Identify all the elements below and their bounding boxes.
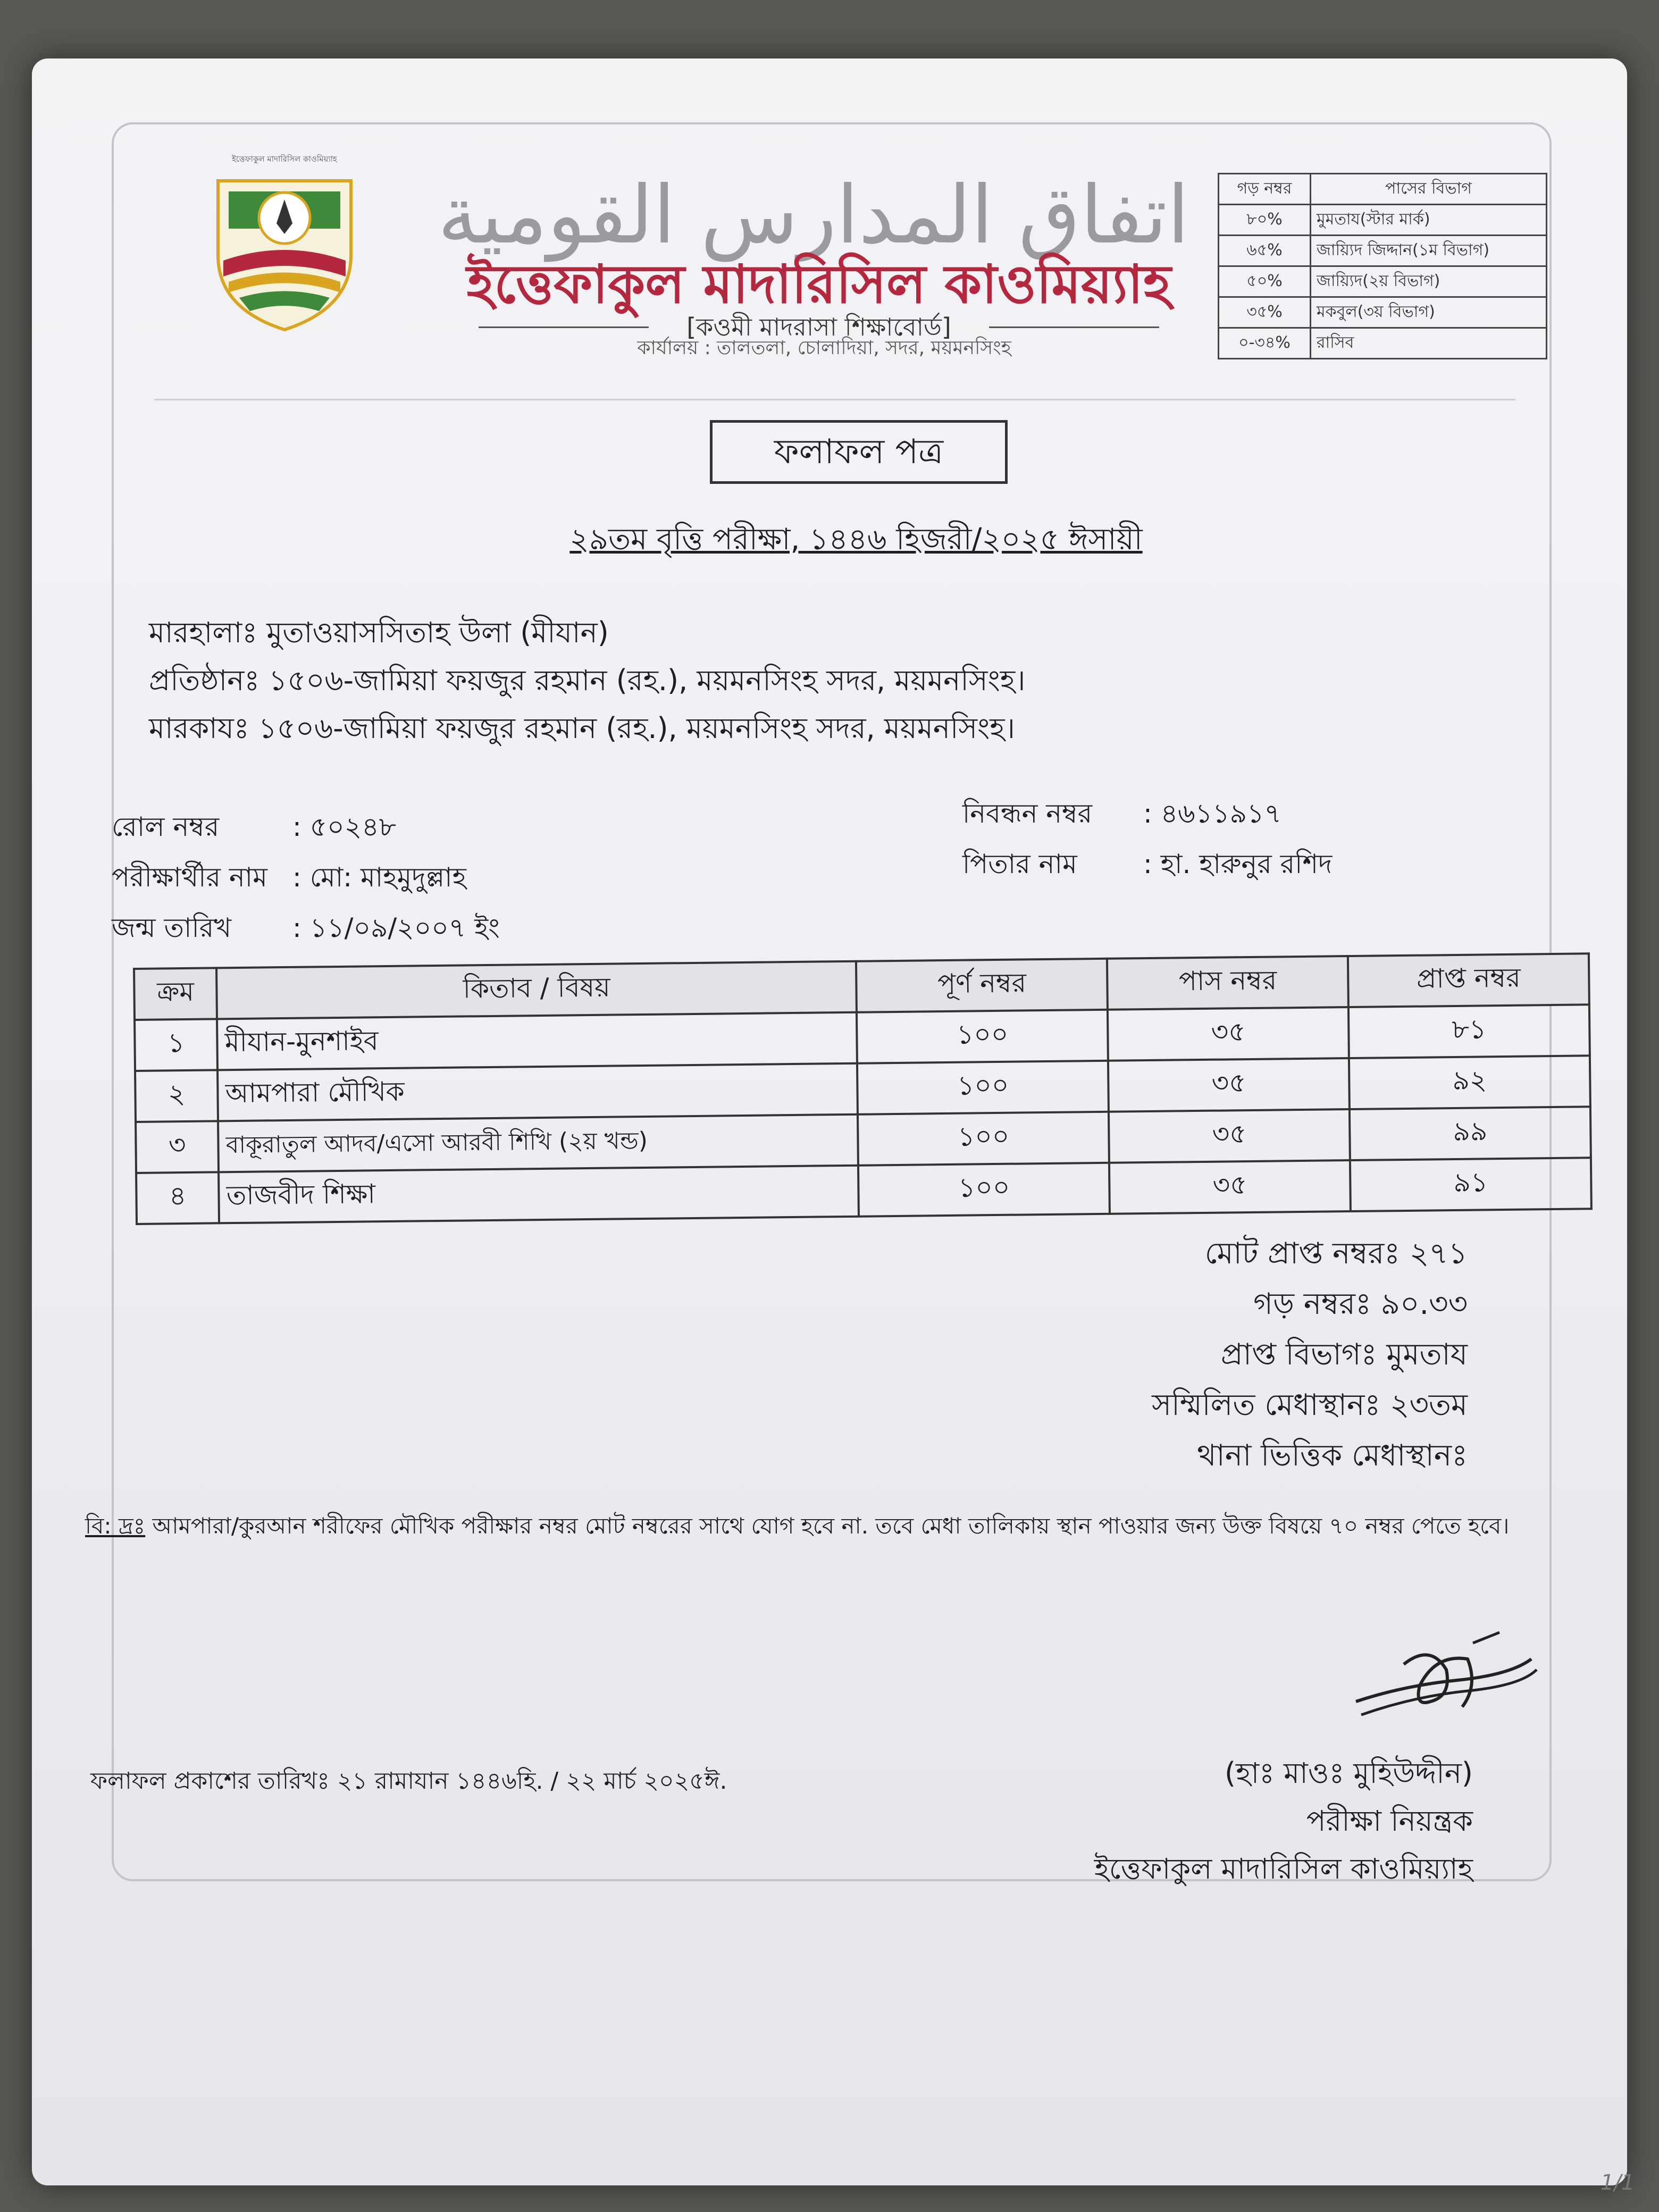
row-serial: ২ (135, 1070, 218, 1122)
roll-row (112, 808, 643, 845)
grade-row (1219, 266, 1547, 297)
institution-line: প্রতিষ্ঠানঃ ১৫০৬-জামিয়া ফয়জুর রহমান (রহ.), ময়মনসিংহ সদর, ময়মনসিংহ। (149, 664, 1026, 697)
row-subject: বাকূরাতুল আদব/এসো আরবী শিখি (২য় খন্ড) (218, 1115, 858, 1172)
dob-value: : ১১/০৯/২০০৭ ইং (292, 912, 500, 943)
col-obtained-marks: প্রাপ্ত নম্বর (1348, 953, 1589, 1007)
header-separator (154, 399, 1515, 400)
average-marks: গড় নম্বরঃ ৯০.৩৩ (1253, 1287, 1468, 1321)
col-serial: ক্রম (134, 968, 217, 1020)
page-number: 1/1 (1601, 2171, 1635, 2195)
grade-row (1219, 328, 1547, 359)
row-subject: আমপারা মৌখিক (217, 1063, 858, 1121)
row-full-marks: ১০০ (857, 1061, 1109, 1115)
row-pass-marks: ৩৫ (1109, 1109, 1350, 1163)
registration-label: নিবন্ধন নম্বর (962, 798, 1093, 829)
subtitle-rule-left (479, 326, 649, 328)
document-title: ফলাফল পত্র (710, 420, 1008, 484)
grade-division: মকবুল(৩য় বিভাগ) (1311, 297, 1547, 328)
row-full-marks: ১০০ (858, 1112, 1109, 1166)
col-full-marks: পূর্ণ নম্বর (856, 959, 1108, 1012)
combined-merit-position: সম্মিলিত মেধাস্থানঃ ২৩তম (1152, 1388, 1468, 1422)
controller-signature (1340, 1622, 1542, 1739)
obtained-division: প্রাপ্ত বিভাগঃ মুমতায (1220, 1337, 1468, 1372)
grade-scale-header (1219, 174, 1547, 205)
father-name-value: : হা. হারুনুর রশিদ (1143, 849, 1333, 879)
student-name-label: পরীক্ষার্থীর নাম (112, 862, 267, 893)
row-serial: ৪ (136, 1172, 219, 1224)
dob-row (112, 909, 643, 946)
signatory-title: পরীক্ষা নিয়ন্ত্রক (1306, 1804, 1473, 1838)
grade-division: জায়্যিদ(২য় বিভাগ) (1311, 266, 1547, 297)
father-name-label: পিতার নাম (962, 849, 1077, 879)
col-pass-marks: পাস নম্বর (1107, 956, 1348, 1010)
roll-value: : ৫০২৪৮ (292, 811, 397, 842)
grade-pct: ০-৩৪% (1219, 328, 1311, 359)
row-pass-marks: ৩৫ (1108, 1058, 1350, 1112)
row-full-marks: ১০০ (857, 1010, 1108, 1063)
col-subject: কিতাব / বিষয় (216, 961, 857, 1019)
row-subject: তাজবীদ শিক্ষা (219, 1166, 859, 1224)
grade-division: জায়্যিদ জিদ্দান(১ম বিভাগ) (1311, 236, 1547, 266)
grade-pct: ৬৫% (1219, 236, 1311, 266)
thana-merit-position: থানা ভিত্তিক মেধাস্থানঃ (1197, 1438, 1468, 1473)
marks-table (133, 952, 1593, 1225)
grade-header-division: পাসের বিভাগ (1311, 174, 1547, 205)
logo-caption: ইত্তেফাকুল মাদারিসিল কাওমিয়্যাহ (232, 154, 337, 164)
subtitle-rule-right (989, 326, 1159, 328)
grade-pct: ৫০% (1219, 266, 1311, 297)
grade-division: মুমতায(স্টার মার্ক) (1311, 205, 1547, 236)
total-marks: মোট প্রাপ্ত নম্বরঃ ২৭১ (1204, 1236, 1468, 1271)
row-obtained-marks: ৯৯ (1350, 1107, 1591, 1160)
grade-row (1219, 205, 1547, 236)
grade-pct: ৩৫% (1219, 297, 1311, 328)
arabic-board-title: اتفاق المدارس القومية (438, 169, 1189, 262)
row-subject: মীযান-মুনশাইব (217, 1012, 857, 1070)
student-name-value: : মো: মাহমুদুল্লাহ (292, 862, 466, 893)
exam-title: ২৯তম বৃত্তি পরীক্ষা, ১৪৪৬ হিজরী/২০২৫ ঈসায়ী (569, 522, 1143, 557)
row-full-marks: ১০০ (858, 1163, 1110, 1217)
row-pass-marks: ৩৫ (1109, 1160, 1351, 1214)
grade-division: রাসিব (1311, 328, 1547, 359)
board-logo-emblem (197, 149, 372, 340)
office-address: কার্যালয় : তালতলা, চোলাদিয়া, সদর, ময়মনসিংহ (637, 337, 1011, 359)
footnote-text: আমপারা/কুরআন শরীফের মৌখিক পরীক্ষার নম্বর মোট নম্বরের সাথে যোগ হবে না. তবে মেধা তালিকায় স্থান পাওয়ার জন্য উক্ত বিষয়ে ৭০ নম্বর পেতে হবে। (145, 1513, 1510, 1539)
grade-scale-table (1218, 173, 1547, 359)
board-name: ইত্তেফাকুল মাদারিসিল কাওমিয়্যাহ (466, 253, 1171, 315)
publish-date: ফলাফল প্রকাশের তারিখঃ ২১ রামাযান ১৪৪৬হি. / ২২ মার্চ ২০২৫ঈ. (90, 1767, 727, 1795)
result-sheet-paper (32, 58, 1627, 2185)
dob-label: জন্ম তারিখ (112, 912, 232, 943)
row-obtained-marks: ৯১ (1350, 1158, 1591, 1211)
board-subtitle: [কওমী মাদরাসা শিক্ষাবোর্ড] (686, 313, 951, 341)
row-serial: ৩ (136, 1121, 219, 1173)
row-obtained-marks: ৯২ (1349, 1055, 1590, 1109)
row-serial: ১ (135, 1019, 217, 1071)
markaz-line: মারকাযঃ ১৫০৬-জামিয়া ফয়জুর রহমান (রহ.), ময়মনসিংহ সদর, ময়মনসিংহ। (149, 711, 1015, 745)
row-pass-marks: ৩৫ (1108, 1007, 1349, 1061)
row-obtained-marks: ৮১ (1348, 1004, 1590, 1058)
student-name-row (112, 859, 643, 896)
grade-pct: ৮০% (1219, 205, 1311, 236)
footnote (85, 1505, 1585, 1547)
signatory-organization: ইত্তেফাকুল মাদারিসিল কাওমিয়্যাহ (1094, 1852, 1473, 1886)
father-name-row (962, 845, 1494, 883)
registration-row (962, 795, 1494, 832)
grade-row (1219, 297, 1547, 328)
roll-label: রোল নম্বর (112, 811, 220, 842)
grade-row (1219, 236, 1547, 266)
marhala-line: মারহালাঃ মুতাওয়াসসিতাহ উলা (মীযান) (149, 616, 609, 649)
signatory-name: (হাঃ মাওঃ মুহিউদ্দীন) (1225, 1756, 1473, 1790)
footnote-tag: বি: দ্রঃ (85, 1513, 146, 1539)
registration-value: : ৪৬১১৯১৭ (1143, 798, 1281, 829)
grade-header-average: গড় নম্বর (1219, 174, 1311, 205)
